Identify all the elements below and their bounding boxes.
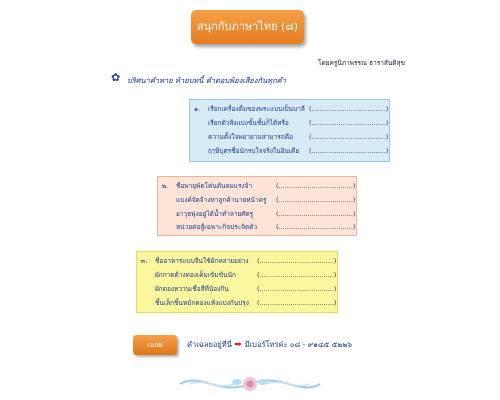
- answer-blank[interactable]: (....................................): [276, 182, 356, 190]
- question-row: [158, 221, 356, 233]
- question-text: ชิ้นเล็กชิ้นหมักดองแห้งแบ่งกันปรุง: [155, 299, 249, 307]
- group-number: ๑.: [194, 105, 201, 113]
- question-text: หน่วยต่อสู้เฉพาะกิจประจิตตัว: [176, 223, 258, 231]
- question-text: ผักกาดต้างดองเค็มเข้มข้นนัก: [155, 271, 236, 279]
- answer-blank[interactable]: (....................................): [257, 271, 337, 279]
- question-row: [190, 117, 389, 129]
- question-row: [137, 297, 337, 309]
- answer-blank[interactable]: (....................................): [257, 257, 337, 265]
- question-row: [190, 145, 389, 157]
- question-text: ความตั้งใจพยายามสามารถคือ: [208, 133, 294, 141]
- right-arrow-icon: ➡: [234, 340, 245, 350]
- question-row: [137, 269, 337, 281]
- answer-blank[interactable]: (....................................): [309, 119, 389, 127]
- question-text: ฤๅษีบุตรชื่อนักรบใจจริงในอินเดีย: [208, 147, 300, 155]
- question-text: ชื่ออาหารแบบจีนใช้ผักหลายอย่าง: [155, 257, 249, 265]
- title-banner: [191, 10, 304, 44]
- question-row: [190, 103, 389, 115]
- question-text: เรียกตัวสิ่งแบ่งขั้นชั้นก็ได้หรือ: [208, 119, 289, 127]
- question-box-1: [189, 99, 390, 162]
- floral-ornament-icon: [175, 370, 325, 398]
- group-number: ๒.: [162, 182, 169, 190]
- question-text: ชื่อพายุพัดโค่นต้นลมแรงจ้า: [176, 182, 253, 190]
- group-number: ๓.: [141, 257, 148, 265]
- question-row: [158, 180, 356, 192]
- question-text: อาวุธพุ่งอยู่ได้น้ำทำลายศัตรู: [176, 210, 254, 218]
- phone-text: มีเบอร์โทรค่ะ ๐๘ - ๙๑๔๕ ๕๒๒๖: [244, 340, 353, 349]
- question-row: [137, 283, 337, 295]
- answer-blank[interactable]: (....................................): [276, 210, 356, 218]
- answer-text: คำเฉลยอยู่ที่นี่: [187, 340, 232, 349]
- question-row: [137, 255, 337, 267]
- answer-blank[interactable]: (....................................): [309, 147, 389, 155]
- answer-button[interactable]: [133, 335, 177, 355]
- answer-blank[interactable]: (....................................): [257, 285, 337, 293]
- instruction-text: ปริศนาคำทาย ท้ายบทนี้ คำตอบพ้องเสียงกันทุกคำ: [127, 76, 286, 85]
- question-text: เรียกเครื่องดื่มของพระแบบเป็นบาลี: [208, 105, 305, 113]
- answer-blank[interactable]: (....................................): [276, 223, 356, 231]
- answer-blank[interactable]: (....................................): [309, 133, 389, 141]
- question-row: [158, 194, 356, 206]
- answer-blank[interactable]: (....................................): [257, 299, 337, 307]
- answer-line: [187, 339, 352, 351]
- answer-button-label: เฉลย: [147, 341, 163, 349]
- question-row: [158, 208, 356, 220]
- question-box-3: [136, 251, 338, 313]
- question-row: [190, 131, 389, 143]
- question-box-2: [157, 176, 357, 236]
- author-line: โดยครูนิภาพรรณ ธาราสันติสุข: [318, 59, 405, 67]
- answer-blank[interactable]: (....................................): [309, 105, 389, 113]
- flower-bullet-icon: ✿: [111, 71, 121, 84]
- answer-blank[interactable]: (....................................): [276, 196, 356, 204]
- page-title: สนุกกับภาษาไทย (๘): [196, 20, 299, 33]
- question-text: ผักดองหวานเชื่อสีที่น้องกิน: [155, 285, 229, 293]
- question-text: แบงค์จัดจ้างหาลูกค้านายหน้าครู: [176, 196, 267, 204]
